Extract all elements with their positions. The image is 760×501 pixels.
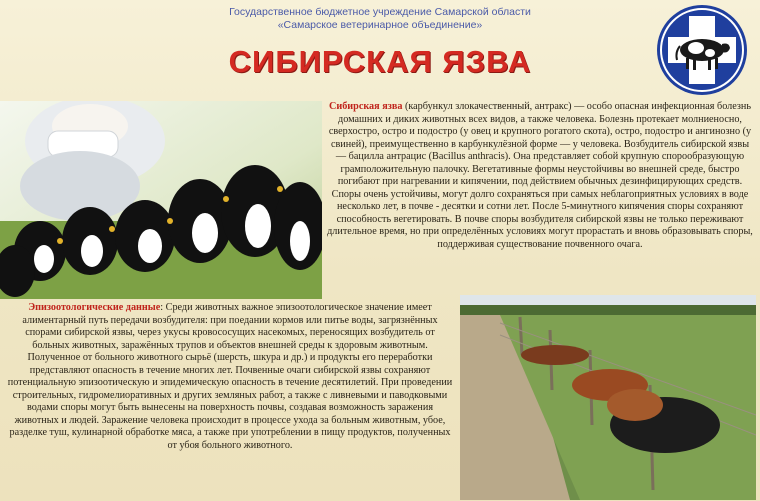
veterinary-cross-cow-icon [656,4,748,96]
epizootology-lead: Эпизоотологические данные [28,302,161,313]
cows-herd-photo [0,101,322,299]
organization-name: Государственное бюджетное учреждение Самарской области [229,6,531,18]
anthrax-lead: Сибирская язва [328,101,403,112]
anthrax-description [326,101,754,252]
organization-header [180,6,580,32]
epizootology-description [6,302,454,453]
dead-cattle-field-photo [460,295,756,500]
anthrax-body: (карбункул злокачественный, антракс) — особо опасная инфекционная болезнь домашних и диких животных всех видов, а также человека. Болезнь протекает молниеносно, сверхостро, остро и подостро (у овец и крупного рогатого скота), остро, подостро и ангинозно (у свиней), преимущественно в карбункулёзной форме — у человека. Возбудитель сибирской язвы — бацилла антрацис (Bacillus anthracis). Она представляет собой крупную спорообразующую грамположительную палочку. Вегетативные формы неустойчивы во внешней среде, быстро погибают при нагревании и кипячении, под действием обычных дезинфицирующих средств. Споры очень устойчивы, могут долго сохраняться при самых неблагоприятных условиях в воде несколько лет, в почве - десятки и сотни лет. После 5-минутного кипячения споры сохраняют способность вегетировать. В почве споры возбудителя сибирской язвы не только переживают длительное время, но при определённых условиях могут прорастать и вновь образовывать споры, поддерживая существование почвенного очага. [327,101,753,251]
page-title: СИБИРСКАЯ ЯЗВА [228,44,532,79]
epizootology-body: : Среди животных важное эпизоотологическое значение имеет алиментарный путь передачи возбудителя: при поедании кормов или питье воды, загрязнённых спорами сибирской язвы, через укусы кровососущих насекомых, переносящих возбудитель от больных животных, заражённых трупов и объектов внешней среды к здоровым животным. Полученное от больного животного сырьё (шерсть, шкура и др.) и продукты его переработки представляют опасность в течение многих лет. Почвенные очаги сибирской язвы сохраняют потенциальную эпизоотическую и эпидемическую опасность в течение десятилетий. При проведении строительных, гидромелиоративных и других земляных работ, а также с ливневыми и паводковыми водами споры могут быть вынесены на поверхность почвы, создавая возможность заражения животных и людей. Заражение человека происходит в процессе ухода за больным животным, убое, разделке туш, кулинарной обработке мяса, а также при употреблении в пищу продуктов, полученных от убоя больного животного. [7,302,453,452]
organization-subname: «Самарское ветеринарное объединение» [277,19,483,31]
